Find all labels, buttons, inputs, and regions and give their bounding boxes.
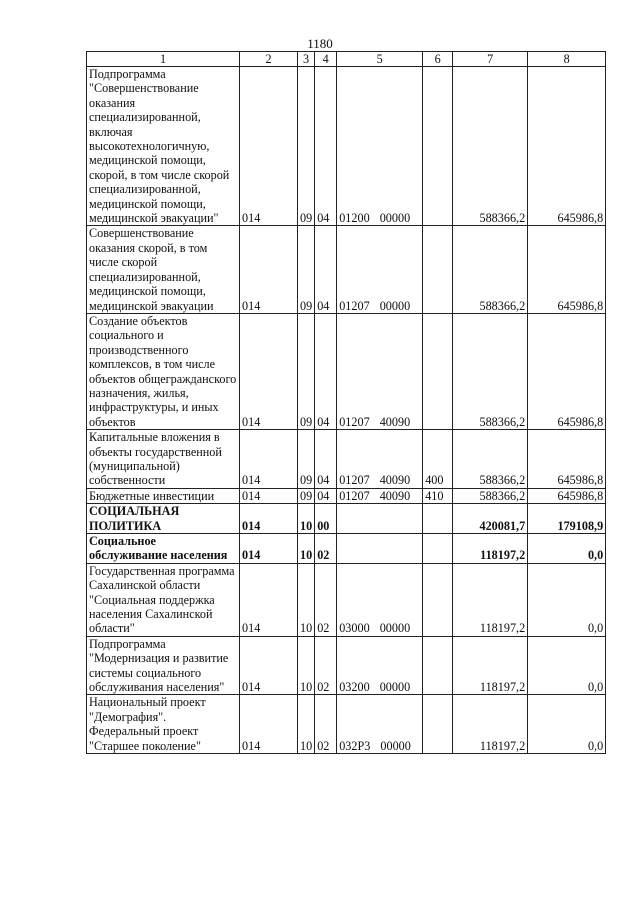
- ministry-code: 014: [240, 563, 298, 636]
- table-row: [87, 313, 606, 429]
- target-article-code: 01200 00000: [337, 67, 423, 226]
- amount-col7: 118197,2: [453, 534, 528, 564]
- amount-col7: 588366,2: [453, 313, 528, 429]
- row-name: Государственная программа Сахалинской области "Социальная поддержка населения Сахалинской области": [87, 563, 240, 636]
- column-header: 4: [315, 52, 337, 67]
- subsection-code: 02: [315, 636, 337, 695]
- table-row: [87, 488, 606, 503]
- amount-col8: 645986,8: [528, 488, 606, 503]
- target-article-code: 03000 00000: [337, 563, 423, 636]
- row-name: СОЦИАЛЬНАЯ ПОЛИТИКА: [87, 504, 240, 534]
- amount-col8: 0,0: [528, 534, 606, 564]
- column-header: 8: [528, 52, 606, 67]
- amount-col8: 645986,8: [528, 226, 606, 313]
- expense-type-code: [423, 534, 453, 564]
- amount-col7: 588366,2: [453, 67, 528, 226]
- table-row: [87, 504, 606, 534]
- table-row: [87, 636, 606, 695]
- amount-col7: 588366,2: [453, 430, 528, 489]
- column-header: 6: [423, 52, 453, 67]
- row-name: Подпрограмма "Совершенствование оказания специализированной, включая высокотехнологичную, медицинской помощи, скорой, в том числе скорой специализированной, медицинской помощи, медицинской эвакуации": [87, 67, 240, 226]
- amount-col8: 645986,8: [528, 67, 606, 226]
- column-header: 1: [87, 52, 240, 67]
- table-row: [87, 430, 606, 489]
- row-name: Совершенствование оказания скорой, в том числе скорой специализированной, медицинской помощи, медицинской эвакуации: [87, 226, 240, 313]
- section-code: 10: [298, 504, 315, 534]
- row-name: Национальный проект "Демография". Федеральный проект "Старшее поколение": [87, 695, 240, 754]
- table-row: [87, 534, 606, 564]
- subsection-code: 02: [315, 563, 337, 636]
- expense-type-code: [423, 504, 453, 534]
- amount-col8: 179108,9: [528, 504, 606, 534]
- ministry-code: 014: [240, 636, 298, 695]
- target-article-code: 01207 40090: [337, 430, 423, 489]
- subsection-code: 00: [315, 504, 337, 534]
- target-article-code: 01207 00000: [337, 226, 423, 313]
- table-row: [87, 563, 606, 636]
- section-code: 09: [298, 226, 315, 313]
- row-name: Социальное обслуживание населения: [87, 534, 240, 564]
- expense-type-code: [423, 226, 453, 313]
- header-row: [87, 52, 606, 67]
- amount-col8: 645986,8: [528, 430, 606, 489]
- target-article-code: 01207 40090: [337, 488, 423, 503]
- table-row: [87, 695, 606, 754]
- expense-type-code: [423, 563, 453, 636]
- row-name: Капитальные вложения в объекты государственной (муниципальной) собственности: [87, 430, 240, 489]
- target-article-code: [337, 504, 423, 534]
- target-article-code: 03200 00000: [337, 636, 423, 695]
- subsection-code: 04: [315, 226, 337, 313]
- page-number: 1180: [307, 36, 333, 51]
- amount-col7: 118197,2: [453, 636, 528, 695]
- subsection-code: 02: [315, 695, 337, 754]
- expense-type-code: 410: [423, 488, 453, 503]
- amount-col8: 645986,8: [528, 313, 606, 429]
- section-code: 10: [298, 563, 315, 636]
- expense-type-code: [423, 636, 453, 695]
- row-name: Бюджетные инвестиции: [87, 488, 240, 503]
- amount-col7: 118197,2: [453, 563, 528, 636]
- section-code: 09: [298, 430, 315, 489]
- ministry-code: 014: [240, 313, 298, 429]
- section-code: 09: [298, 488, 315, 503]
- row-name: Создание объектов социального и производственного комплексов, в том числе объектов общегражданского назначения, жилья, инфраструктуры, и иных объектов: [87, 313, 240, 429]
- section-code: 10: [298, 534, 315, 564]
- subsection-code: 04: [315, 313, 337, 429]
- ministry-code: 014: [240, 534, 298, 564]
- target-article-code: 01207 40090: [337, 313, 423, 429]
- section-code: 09: [298, 67, 315, 226]
- target-article-code: 032Р3 00000: [337, 695, 423, 754]
- ministry-code: 014: [240, 430, 298, 489]
- subsection-code: 04: [315, 67, 337, 226]
- expense-type-code: 400: [423, 430, 453, 489]
- amount-col7: 588366,2: [453, 226, 528, 313]
- subsection-code: 02: [315, 534, 337, 564]
- ministry-code: 014: [240, 504, 298, 534]
- budget-table: [86, 51, 606, 754]
- section-code: 09: [298, 313, 315, 429]
- ministry-code: 014: [240, 67, 298, 226]
- ministry-code: 014: [240, 695, 298, 754]
- expense-type-code: [423, 67, 453, 226]
- section-code: 10: [298, 636, 315, 695]
- subsection-code: 04: [315, 430, 337, 489]
- subsection-code: 04: [315, 488, 337, 503]
- ministry-code: 014: [240, 226, 298, 313]
- table-row: [87, 226, 606, 313]
- expense-type-code: [423, 313, 453, 429]
- ministry-code: 014: [240, 488, 298, 503]
- amount-col8: 0,0: [528, 563, 606, 636]
- row-name: Подпрограмма "Модернизация и развитие системы социального обслуживания населения": [87, 636, 240, 695]
- amount-col7: 588366,2: [453, 488, 528, 503]
- amount-col7: 420081,7: [453, 504, 528, 534]
- column-header: 5: [337, 52, 423, 67]
- amount-col8: 0,0: [528, 695, 606, 754]
- section-code: 10: [298, 695, 315, 754]
- column-header: 2: [240, 52, 298, 67]
- expense-type-code: [423, 695, 453, 754]
- amount-col8: 0,0: [528, 636, 606, 695]
- table-body: [87, 67, 606, 754]
- amount-col7: 118197,2: [453, 695, 528, 754]
- column-header: 7: [453, 52, 528, 67]
- table-row: [87, 67, 606, 226]
- column-header: 3: [298, 52, 315, 67]
- target-article-code: [337, 534, 423, 564]
